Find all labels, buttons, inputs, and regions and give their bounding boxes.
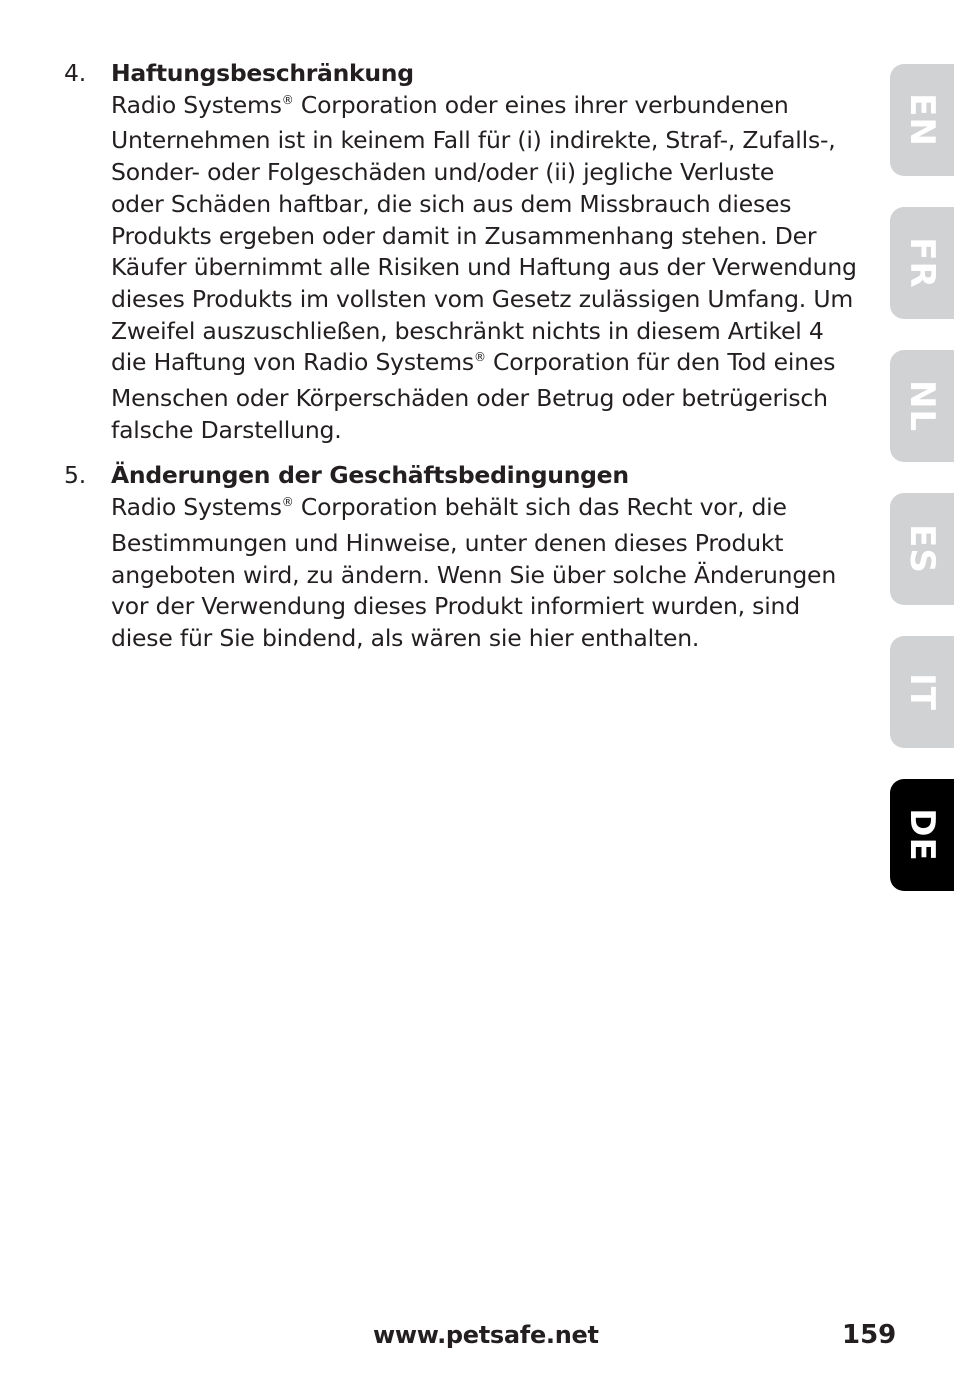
body-line: dieses Produkts im vollsten vom Gesetz zulässigen Umfang. Um [111, 284, 854, 313]
body-line: Radio Systems® Corporation behält sich das Recht vor, die [111, 493, 787, 522]
section-number: 5. [64, 461, 87, 490]
body-line: angeboten wird, zu ändern. Wenn Sie über solche Änderungen [111, 560, 837, 589]
tab-de[interactable]: DE [890, 779, 954, 891]
body-line: oder Schäden haftbar, die sich aus dem Missbrauch dieses [111, 189, 792, 218]
body-line: Menschen oder Körperschäden oder Betrug oder betrügerisch [111, 384, 828, 413]
section-title: Haftungsbeschränkung [111, 59, 414, 87]
section-title: Änderungen der Geschäftsbedingungen [111, 461, 629, 490]
document-body [64, 58, 864, 669]
tab-es[interactable]: ES [890, 493, 954, 605]
body-line: Zweifel auszuschließen, beschränkt nichts in diesem Artikel 4 [111, 316, 824, 345]
tab-nl[interactable]: NL [890, 350, 954, 462]
body-line: die Haftung von Radio Systems® Corporation für den Tod eines [111, 348, 836, 377]
footer-url: www.petsafe.net [373, 1321, 599, 1349]
tab-fr[interactable]: FR [890, 207, 954, 319]
section-body [111, 90, 864, 447]
body-line: Produkts ergeben oder damit in Zusammenhang stehen. Der [111, 221, 817, 250]
body-line: diese für Sie bindend, als wären sie hier enthalten. [111, 623, 700, 652]
body-line: Radio Systems® Corporation oder eines ihrer verbundenen [111, 90, 789, 119]
page-number: 159 [842, 1320, 897, 1350]
body-line: Käufer übernimmt alle Risiken und Haftung aus der Verwendung [111, 253, 857, 282]
section-liability [64, 58, 864, 446]
body-line: Unternehmen ist in keinem Fall für (i) indirekte, Straf-, Zufalls-, [111, 126, 836, 155]
body-line: Bestimmungen und Hinweise, unter denen dieses Produkt [111, 528, 784, 557]
body-line: vor der Verwendung dieses Produkt informiert wurden, sind [111, 592, 800, 621]
section-number: 4. [64, 59, 87, 87]
tab-en[interactable]: EN [890, 64, 954, 176]
body-line: Sonder- oder Folgeschäden und/oder (ii) jegliche Verluste [111, 158, 775, 187]
section-changes [64, 460, 864, 654]
body-line: falsche Darstellung. [111, 415, 342, 444]
section-body [111, 492, 864, 655]
tab-it[interactable]: IT [890, 636, 954, 748]
